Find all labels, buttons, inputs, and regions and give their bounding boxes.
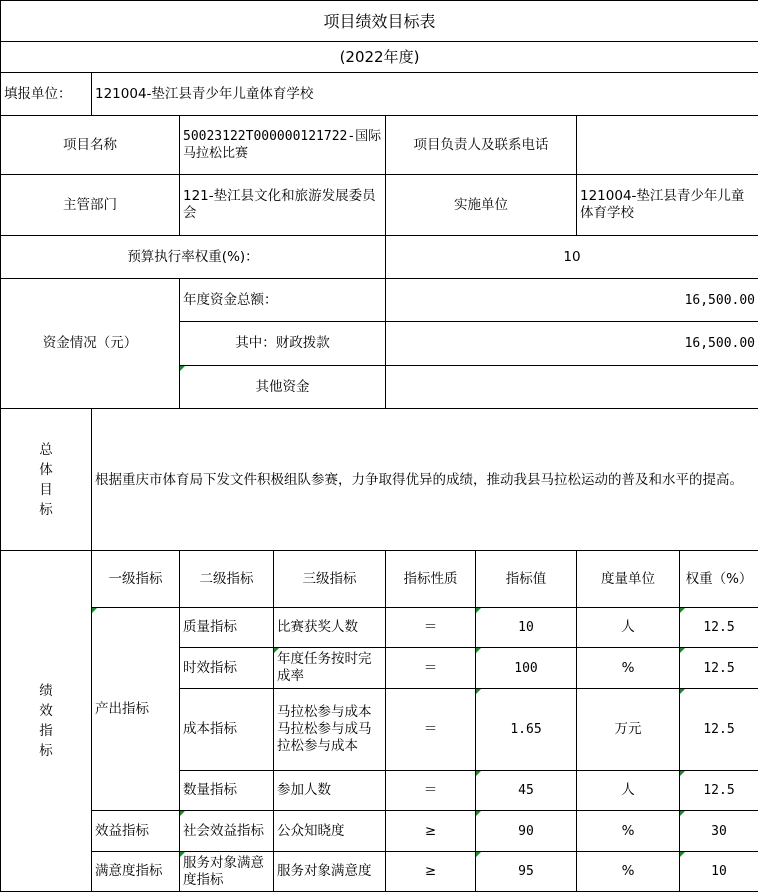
row-weight: 12.5 <box>680 608 758 648</box>
dept-value: 121-垫江县文化和旅游发展委员会 <box>180 175 386 236</box>
row-l3: 比赛获奖人数 <box>274 608 386 648</box>
row-l3: 马拉松参与成本马拉松参与成马拉松参与成本 <box>274 689 386 771</box>
row-nature: ＝ <box>386 689 476 771</box>
row-l2: 社会效益指标 <box>180 811 274 852</box>
project-name-label: 项目名称 <box>1 116 180 175</box>
row-value: 100 <box>476 648 577 689</box>
page-title: 项目绩效目标表 <box>1 1 758 42</box>
header-weight: 权重（%） <box>680 551 758 608</box>
row-value: 95 <box>476 852 577 892</box>
row-unit: 人 <box>577 608 680 648</box>
funds-total-value: 16,500.00 <box>386 279 758 322</box>
report-unit-label: 填报单位： <box>1 73 92 116</box>
row-nature: ＝ <box>386 771 476 811</box>
perf-label <box>1 551 92 892</box>
row-value: 45 <box>476 771 577 811</box>
row-weight: 10 <box>680 852 758 892</box>
table-row <box>1 608 758 648</box>
dept-label: 主管部门 <box>1 175 180 236</box>
row-weight: 30 <box>680 811 758 852</box>
satisfaction-indicator: 满意度指标 <box>92 852 180 892</box>
table-row <box>1 811 758 852</box>
row-l2: 服务对象满意度指标 <box>180 852 274 892</box>
funds-other-value <box>386 366 758 409</box>
overall-goal-text: 根据重庆市体育局下发文件积极组队参赛，力争取得优异的成绩，推动我县马拉松运动的普及和水平的提高。 <box>92 409 758 551</box>
row-l3: 服务对象满意度 <box>274 852 386 892</box>
row-l2: 质量指标 <box>180 608 274 648</box>
row-value: 10 <box>476 608 577 648</box>
row-weight: 12.5 <box>680 771 758 811</box>
perf-label-text: 绩效指标 <box>39 683 53 759</box>
row-unit: % <box>577 648 680 689</box>
header-value: 指标值 <box>476 551 577 608</box>
row-l3: 参加人数 <box>274 771 386 811</box>
row-nature: ≥ <box>386 811 476 852</box>
header-l3: 三级指标 <box>274 551 386 608</box>
row-weight: 12.5 <box>680 689 758 771</box>
row-unit: % <box>577 852 680 892</box>
funds-other-label: 其他资金 <box>180 366 386 409</box>
funds-fiscal-label: 其中：财政拨款 <box>180 322 386 366</box>
header-l1: 一级指标 <box>92 551 180 608</box>
row-unit: 人 <box>577 771 680 811</box>
budget-rate-label: 预算执行率权重(%)： <box>1 236 386 279</box>
row-l2: 时效指标 <box>180 648 274 689</box>
year-label: (2022年度) <box>1 42 758 73</box>
header-nature: 指标性质 <box>386 551 476 608</box>
funds-label <box>1 279 180 409</box>
funds-label-text: 资金情况（元） <box>42 335 138 351</box>
project-name-value: 50023122T000000121722-国际马拉松比赛 <box>180 116 386 175</box>
row-l3: 年度任务按时完成率 <box>274 648 386 689</box>
benefit-indicator: 效益指标 <box>92 811 180 852</box>
row-l2: 数量指标 <box>180 771 274 811</box>
row-nature: ＝ <box>386 648 476 689</box>
contact-value <box>577 116 758 175</box>
table-row <box>1 852 758 892</box>
contact-label: 项目负责人及联系电话 <box>386 116 577 175</box>
row-l2: 成本指标 <box>180 689 274 771</box>
row-unit: % <box>577 811 680 852</box>
row-l3: 公众知晓度 <box>274 811 386 852</box>
header-l2: 二级指标 <box>180 551 274 608</box>
impl-label: 实施单位 <box>386 175 577 236</box>
row-unit: 万元 <box>577 689 680 771</box>
row-weight: 12.5 <box>680 648 758 689</box>
impl-value: 121004-垫江县青少年儿童体育学校 <box>577 175 758 236</box>
budget-rate-value: 10 <box>386 236 758 279</box>
row-value: 90 <box>476 811 577 852</box>
output-indicator: 产出指标 <box>92 608 180 811</box>
row-nature: ＝ <box>386 608 476 648</box>
report-unit-value: 121004-垫江县青少年儿童体育学校 <box>92 73 758 116</box>
overall-goal-label-text: 总体目标 <box>39 441 53 518</box>
funds-fiscal-value: 16,500.00 <box>386 322 758 366</box>
funds-total-label: 年度资金总额： <box>180 279 386 322</box>
header-unit: 度量单位 <box>577 551 680 608</box>
row-value: 1.65 <box>476 689 577 771</box>
overall-goal-label <box>1 409 92 551</box>
row-nature: ≥ <box>386 852 476 892</box>
